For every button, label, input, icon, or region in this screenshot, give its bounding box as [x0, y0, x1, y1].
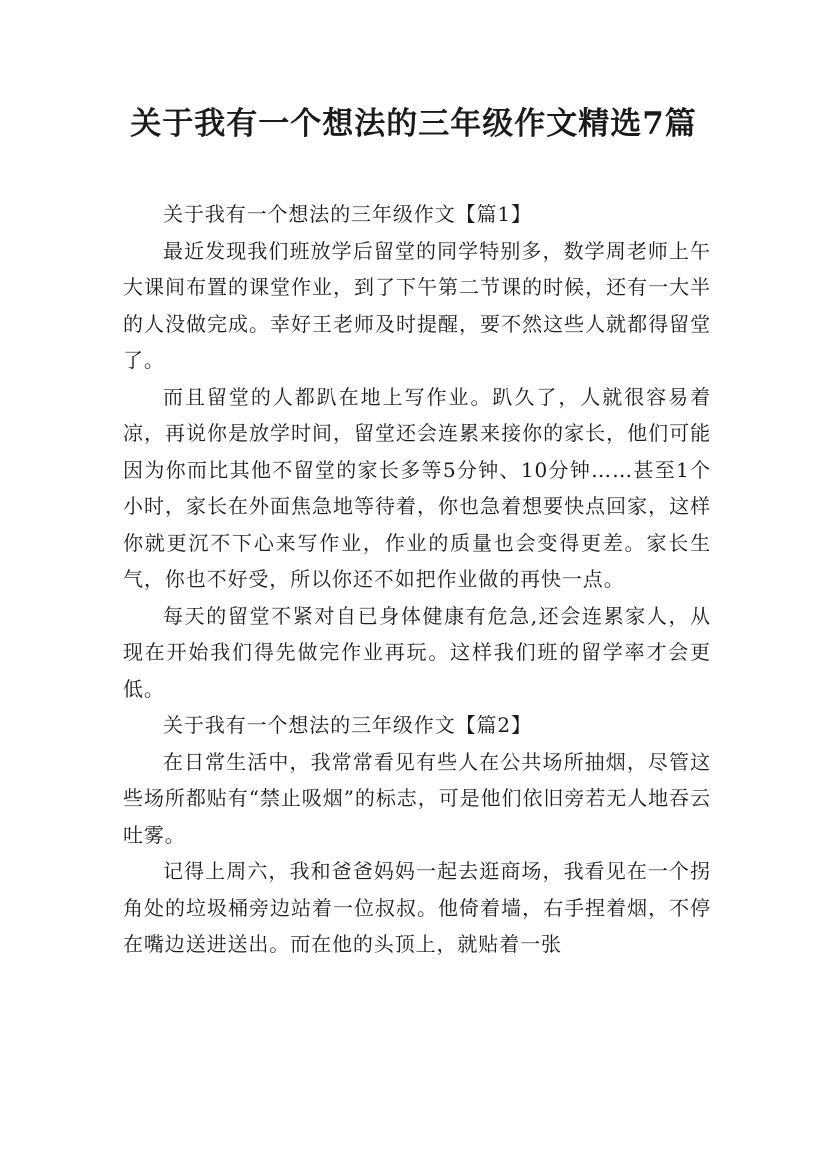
paragraph: 每天的留堂不紧对自已身体健康有危急,还会连累家人，从现在开始我们得先做完作业再玩。这样我们班的留学率才会更低。	[123, 603, 711, 701]
section-heading-2: 关于我有一个想法的三年级作文【篇2】	[163, 713, 532, 737]
paragraph: 在日常生活中，我常常看见有些人在公共场所抽烟，尽管这些场所都贴有“禁止吸烟”的标志，可是他们依旧旁若无人地吞云吐雾。	[123, 749, 711, 847]
paragraph: 记得上周六，我和爸爸妈妈一起去逛商场，我看见在一个拐角处的垃圾桶旁边站着一位叔叔。他倚着墙，右手捏着烟，不停在嘴边送进送出。而在他的头顶上，就贴着一张	[123, 859, 711, 956]
document-body	[123, 196, 711, 963]
paragraph: 最近发现我们班放学后留堂的同学特别多，数学周老师上午大课间布置的课堂作业，到了下午第二节课的时候，还有一大半的人没做完成。幸好王老师及时提醒，要不然这些人就都得留堂了。	[123, 238, 711, 372]
document-title: 关于我有一个想法的三年级作文精选7篇	[130, 106, 697, 142]
section-heading-1: 关于我有一个想法的三年级作文【篇1】	[163, 202, 532, 226]
paragraph: 而且留堂的人都趴在地上写作业。趴久了，人就很容易着凉，再说你是放学时间，留堂还会连累来接你的家长，他们可能因为你而比其他不留堂的家长多等5分钟、10分钟……甚至1个小时，家长在外面焦急地等待着，你也急着想要快点回家，这样你就更沉不下心来写作业，作业的质量也会变得更差。家长生气，你也不好受，所以你还不如把作业做的再快一点。	[123, 384, 711, 591]
